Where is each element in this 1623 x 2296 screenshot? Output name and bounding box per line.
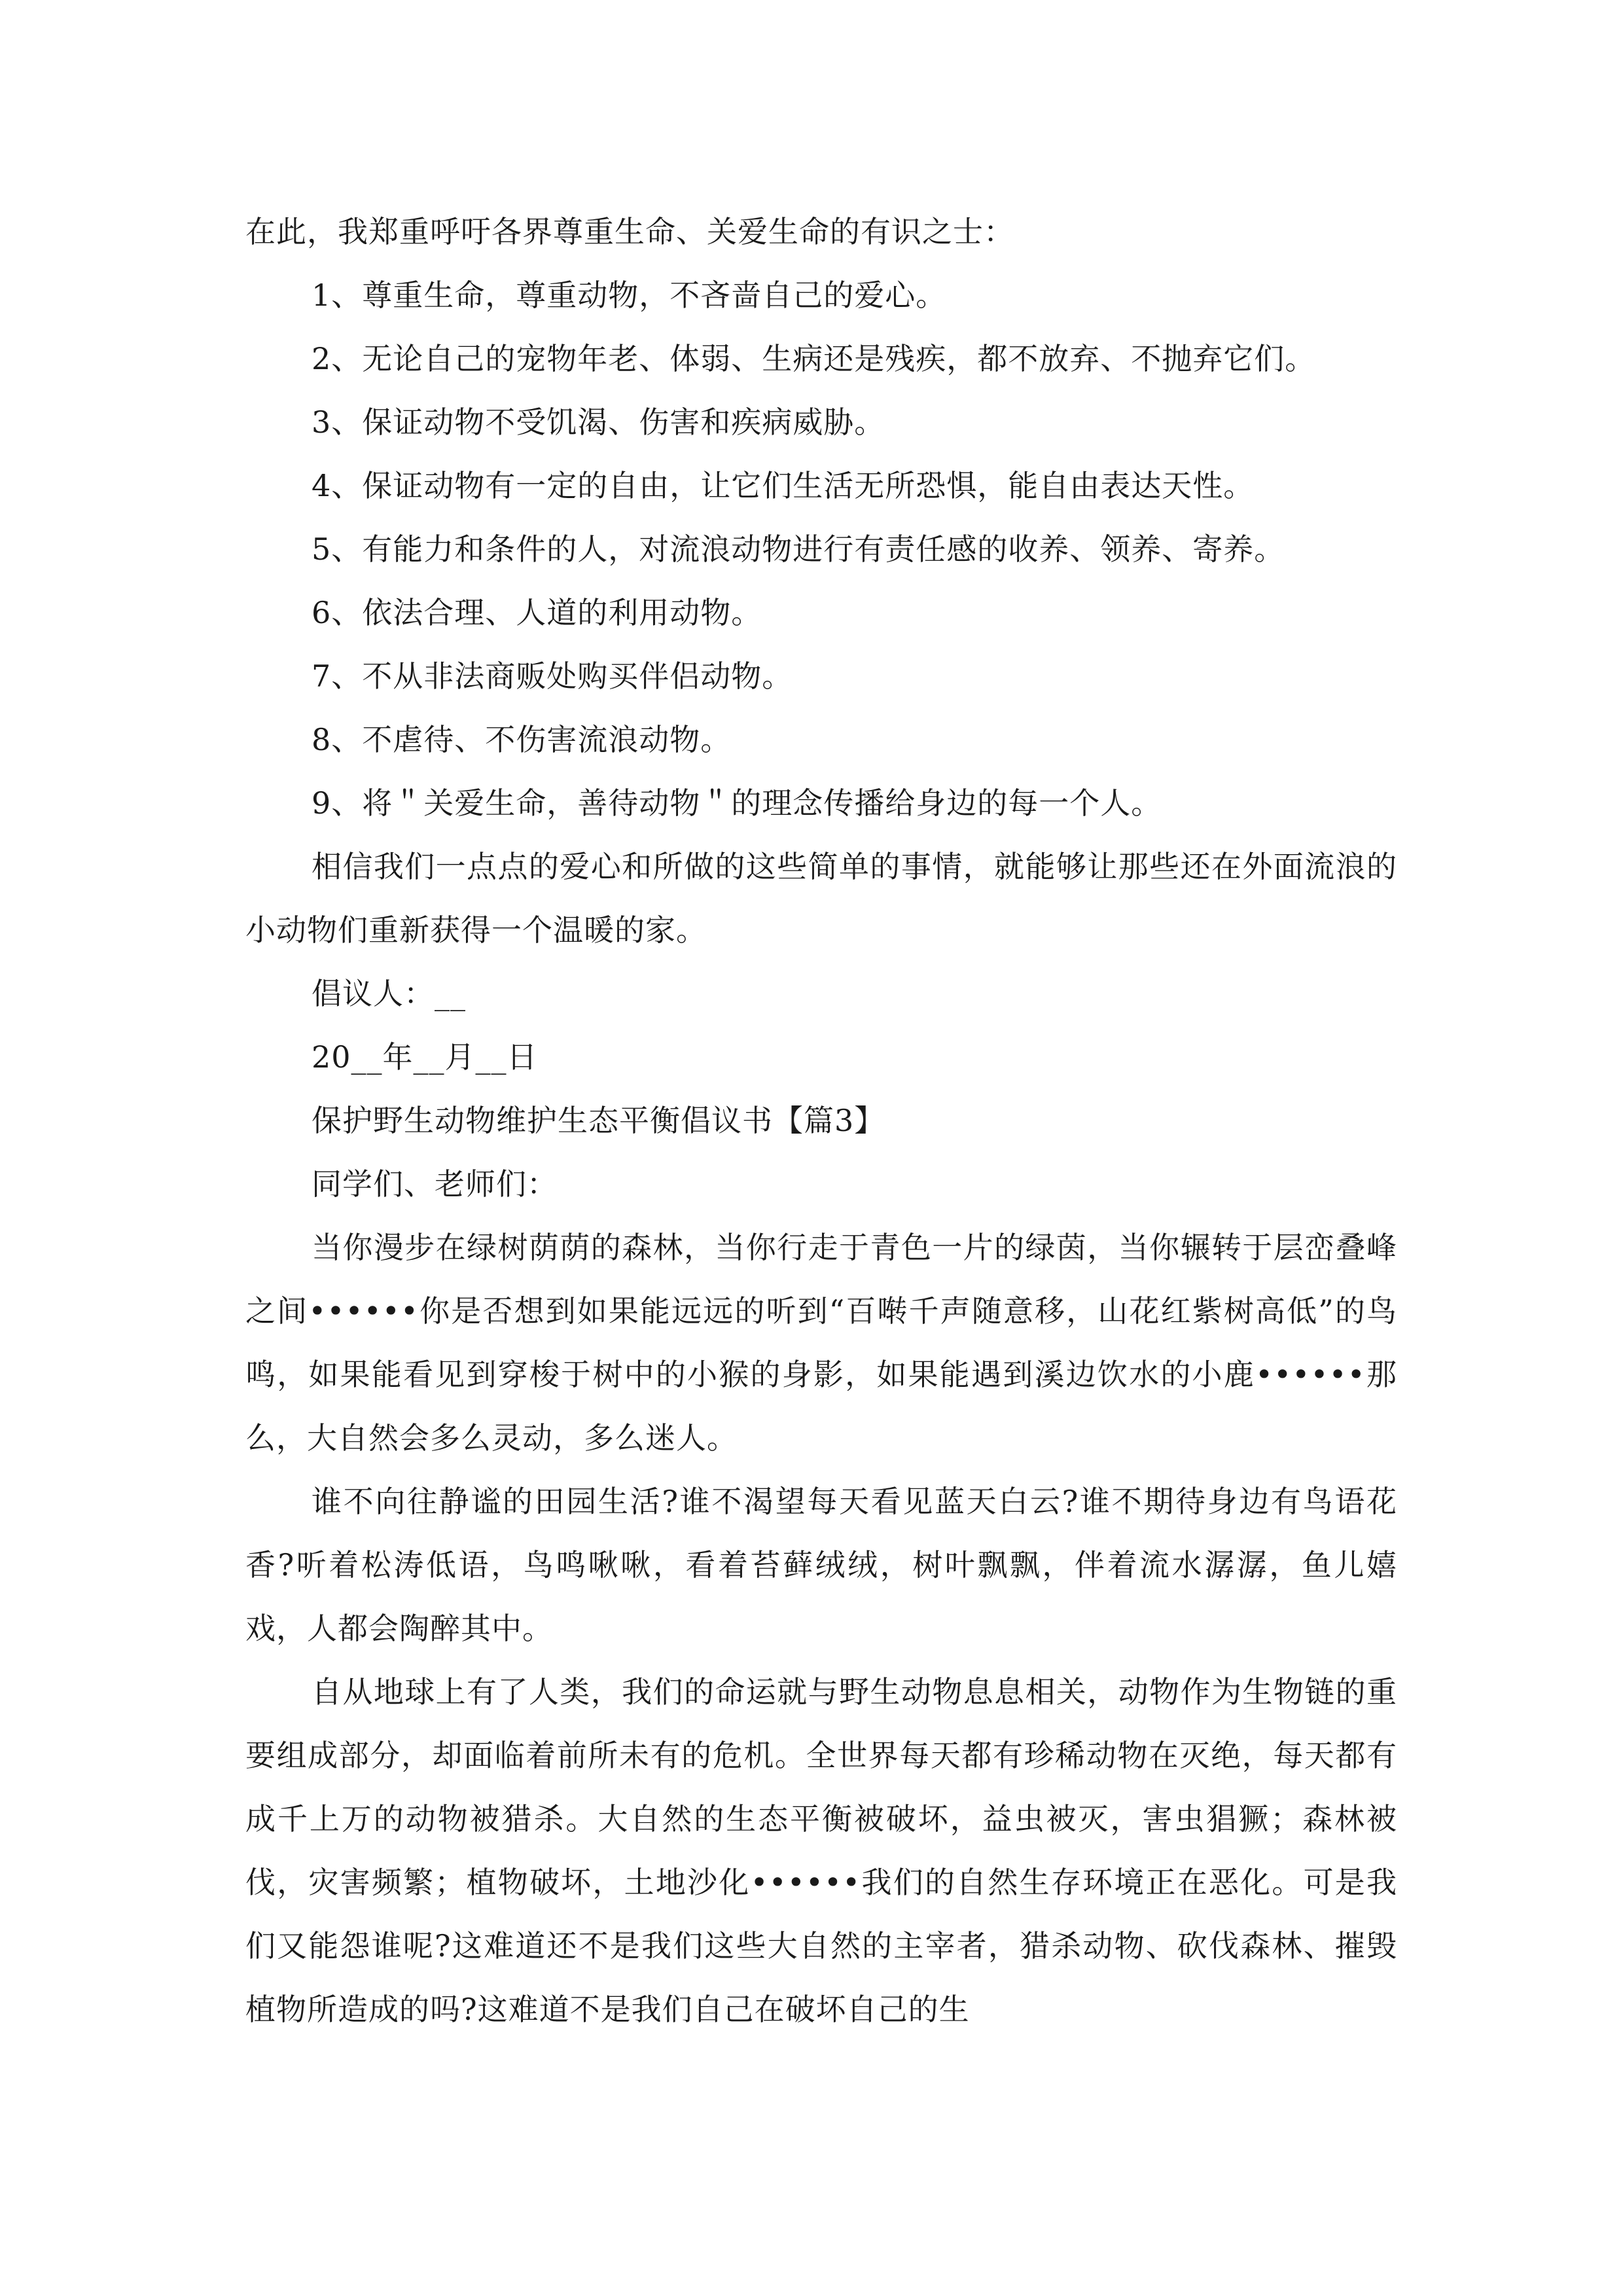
body-paragraph: 谁不向往静谧的田园生活?谁不渴望每天看见蓝天白云?谁不期待身边有鸟语花香?听着松涛低语，鸟鸣啾啾，看着苔藓绒绒，树叶飘飘，伴着流水潺潺，鱼儿嬉戏，人都会陶醉其中。 — [245, 1484, 1397, 1646]
section-title: 保护野生动物维护生态平衡倡议书【篇3】 — [312, 1103, 885, 1138]
list-item: 9、将＂关爱生命，善待动物＂的理念传播给身边的每一个人。 — [312, 785, 1162, 821]
body-paragraph: 当你漫步在绿树荫荫的森林，当你行走于青色一片的绿茵，当你辗转于层峦叠峰之间••••••你是否想到如果能远远的听到“百啭千声随意移，山花红紫树高低”的鸟鸣，如果能看见到穿梭于树中的小猴的身影，如果能遇到溪边饮水的小鹿••••••那么，大自然会多么灵动，多么迷人。 — [245, 1230, 1397, 1456]
body-paragraph: 自从地球上有了人类，我们的命运就与野生动物息息相关，动物作为生物链的重要组成部分，却面临着前所未有的危机。全世界每天都有珍稀动物在灭绝，每天都有成千上万的动物被猎杀。大自然的生态平衡被破坏，益虫被灭，害虫猖獗；森林被伐，灾害频繁；植物破坏，土地沙化••••••我们的自然生存环境正在恶化。可是我们又能怨谁呢?这难道还不是我们这些大自然的主宰者，猎杀动物、砍伐森林、摧毁植物所造成的吗?这难道不是我们自己在破坏自己的生 — [245, 1674, 1397, 2027]
date-line: 20__年__月__日 — [312, 1039, 538, 1075]
list-item: 5、有能力和条件的人，对流浪动物进行有责任感的收养、领养、寄养。 — [312, 531, 1285, 567]
list-item: 6、依法合理、人道的利用动物。 — [312, 595, 762, 630]
list-item: 3、保证动物不受饥渴、伤害和疾病威胁。 — [312, 404, 885, 440]
list-item: 2、无论自己的宠物年老、体弱、生病还是残疾，都不放弃、不抛弃它们。 — [312, 341, 1316, 376]
signer-line: 倡议人：__ — [312, 976, 466, 1011]
list-item: 7、不从非法商贩处购买伴侣动物。 — [312, 658, 793, 694]
list-item: 4、保证动物有一定的自由，让它们生活无所恐惧，能自由表达天性。 — [312, 468, 1255, 503]
document-body — [245, 200, 1397, 2041]
list-item: 8、不虐待、不伤害流浪动物。 — [312, 722, 732, 757]
intro-line: 在此，我郑重呼吁各界尊重生命、关爱生命的有识之士： — [245, 214, 1014, 249]
list-item: 1、尊重生命，尊重动物，不吝啬自己的爱心。 — [312, 278, 947, 313]
closing-paragraph: 相信我们一点点的爱心和所做的这些简单的事情，就能够让那些还在外面流浪的小动物们重新获得一个温暖的家。 — [245, 849, 1397, 948]
salutation-line: 同学们、老师们： — [312, 1166, 558, 1202]
